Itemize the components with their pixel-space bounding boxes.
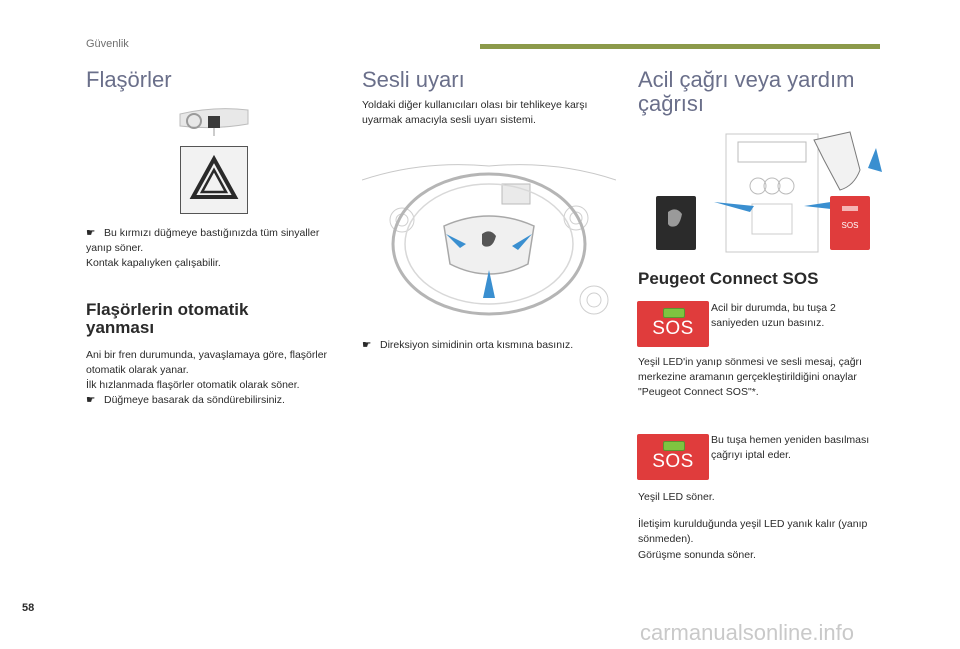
auto-hazard-bullet xyxy=(86,393,346,408)
hazard-bullet-text: Bu kırmızı düğmeye bastığınızda tüm sinyaller yanıp söner. xyxy=(86,227,320,254)
green-led-icon xyxy=(663,308,685,318)
section-label: Güvenlik xyxy=(86,38,129,50)
hazard-triangle-icon xyxy=(181,147,247,213)
steering-wheel-icon xyxy=(362,160,616,328)
sos-label: SOS xyxy=(652,318,694,339)
sos-p3: İletişim kurulduğunda yeşil LED yanık kalır (yanıp sönmeden). xyxy=(638,518,868,545)
sos-button-illustration-2 xyxy=(637,434,709,480)
bullet-arrow-icon: ☛ xyxy=(86,227,96,239)
green-led-icon xyxy=(663,441,685,451)
auto-hazard-bullet-text: Düğmeye basarak da söndürebilirsiniz. xyxy=(104,394,285,406)
sos-p4: Görüşme sonunda söner. xyxy=(638,549,756,561)
svg-text:SOS: SOS xyxy=(841,221,859,230)
bullet-arrow-icon: ☛ xyxy=(86,394,96,406)
auto-hazard-p2: İlk hızlanmada flaşörler otomatik olarak söner. xyxy=(86,379,300,391)
sos-label-2: SOS xyxy=(652,451,694,472)
overhead-console-illustration xyxy=(176,104,252,138)
auto-hazard-subtitle: Flaşörlerin otomatik yanması xyxy=(86,300,249,337)
sos-step1: Acil bir durumda, bu tuşa 2 saniyeden uzun basınız. xyxy=(711,302,836,329)
hazard-button-illustration xyxy=(180,146,248,214)
horn-intro: Yoldaki diğer kullanıcıları olası bir tehlikeye karşı uyarmak amacıyla sesli uyarı sistemi. xyxy=(362,99,588,126)
sesli-uyari-title: Sesli uyarı xyxy=(362,67,465,92)
sos-console-illustration xyxy=(654,130,890,256)
auto-hazard-p1: Ani bir fren durumunda, yavaşlamaya göre, flaşörler otomatik olarak yanar. xyxy=(86,349,328,376)
sos-p2: Yeşil LED söner. xyxy=(638,491,715,503)
horn-bullet-text: Direksiyon simidinin orta kısmına basınız. xyxy=(380,339,574,351)
peugeot-connect-sos-title: Peugeot Connect SOS xyxy=(638,269,819,288)
bullet-arrow-icon: ☛ xyxy=(362,339,372,351)
hazard-note: Kontak kapalıyken çalışabilir. xyxy=(86,257,221,269)
sos-button-illustration xyxy=(637,301,709,347)
header-accent-bar xyxy=(480,44,880,49)
sos-p1: Yeşil LED'in yanıp sönmesi ve sesli mesaj, çağrı merkezine aramanın gerçekleştirildiğini onaylar "Peugeot Connect SOS"*. xyxy=(638,356,862,398)
sos-step2: Bu tuşa hemen yeniden basılması çağrıyı iptal eder. xyxy=(711,434,870,461)
watermark: carmanualsonline.info xyxy=(640,620,855,645)
hazard-bullet xyxy=(86,226,336,256)
horn-bullet xyxy=(362,338,612,353)
page-number: 58 xyxy=(22,602,35,614)
flasorler-title: Flaşörler xyxy=(86,67,172,92)
emergency-call-title: Acil çağrı veya yardım çağrısı xyxy=(638,67,855,116)
